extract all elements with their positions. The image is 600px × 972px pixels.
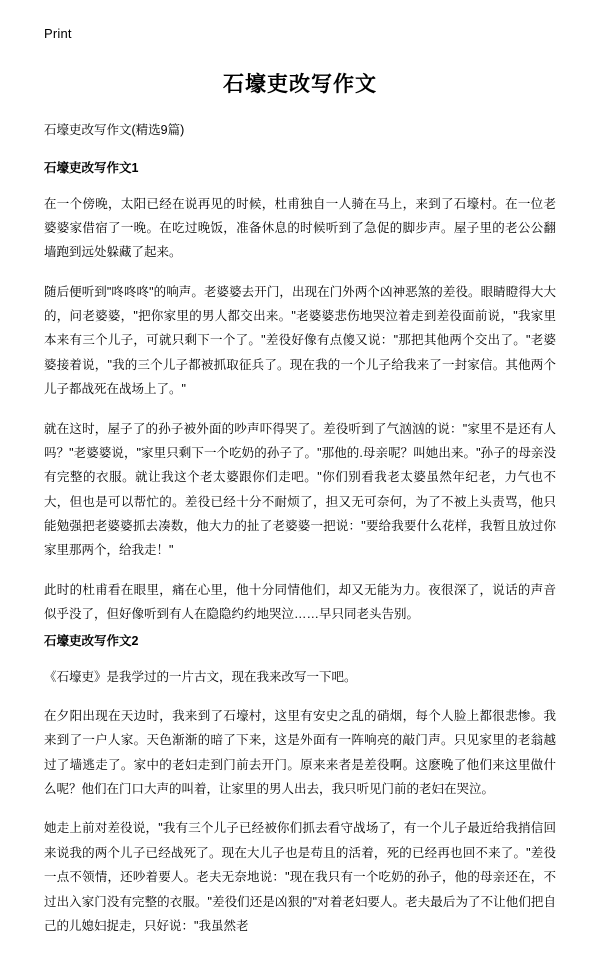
print-button[interactable]: Print [44, 26, 72, 41]
document-subtitle: 石壕吏改写作文(精选9篇) [44, 122, 185, 137]
paragraph: 在一个傍晚，太阳已经在说再见的时候，杜甫独自一人骑在马上，来到了石壕村。在一位老婆婆家借宿了一晚。在吃过晚饭，准备休息的时候听到了急促的脚步声。屋子里的老公公翻墙跑到远处躲藏了起来。 [44, 196, 556, 260]
paragraph: 在夕阳出现在天边时，我来到了石壕村，这里有安史之乱的硝烟，每个人脸上都很悲惨。我来到了一户人家。天色渐渐的暗了下来，这是外面有一阵响亮的敲门声。只见家里的老翁越过了墙逃走了。家中的老妇走到门前去开门。原来来者是差役啊。这麽晚了他们来这里做什么呢？他们在门口大声的叫着，让家里的男人出去，我只听见门前的老妇在哭泣。 [44, 708, 556, 797]
paragraph: 就在这时，屋子了的孙子被外面的吵声吓得哭了。差役听到了气汹汹的说："家里不是还有人吗？"老婆婆说，"家里只剩下一个吃奶的孙子了。"那他的.母亲呢？叫她出来。"孙子的母亲没有完整的衣服。就让我这个老太婆跟你们走吧。"你们别看我老太婆虽然年纪老，力气也不大，但也是可以帮忙的。差役已经十分不耐烦了，担又无可奈何，为了不被上头责骂，他只能勉强把老婆婆抓去凑数，他大力的扯了老婆婆一把说："要给我要什么花样，我暂且放过你家里那两个，给我走！" [44, 421, 556, 558]
paragraph: 她走上前对差役说，"我有三个儿子已经被你们抓去看守战场了，有一个儿子最近给我捎信回来说我的两个儿子已经战死了。现在大儿子也是苟且的活着，死的已经再也回不来了。"差役一点不领情，还吵着要人。老夫无奈地说："现在我只有一个吃奶的孙子，他的母亲还在，不过出入家门没有完整的衣服。"差役们还是凶狠的"对着老妇要人。老夫最后为了不让他们把自己的儿媳妇捉走，只好说："我虽然老 [44, 821, 556, 933]
paragraph: 《石壕吏》是我学过的一片古文，现在我来改写一下吧。 [44, 669, 357, 684]
section-heading-1: 石壕吏改写作文1 [44, 160, 139, 175]
section-2 [44, 631, 556, 939]
paragraph: 随后便听到"咚咚咚"的响声。老婆婆去开门，出现在门外两个凶神恶煞的差役。眼睛瞪得大大的，问老婆婆，"把你家里的男人都交出来。"老婆婆悲伤地哭泣着走到差役面前说，"我家里本来有三个儿子，可就只剩下一个了。"差役好像有点傻又说："那把其他两个交出了。"老婆婆接着说，"我的三个儿子都被抓取征兵了。现在我的一个儿子给我来了一封家信。其他两个儿子都战死在战场上了。" [44, 284, 556, 397]
page-title: 石壕吏改写作文 [223, 72, 377, 96]
section-1 [44, 158, 556, 627]
paragraph: 此时的杜甫看在眼里，痛在心里，他十分同情他们，却又无能为力。夜很深了，说话的声音似乎没了，但好像听到有人在隐隐约约地哭泣……早只同老头告别。 [44, 582, 556, 622]
section-heading-2: 石壕吏改写作文2 [44, 633, 139, 648]
